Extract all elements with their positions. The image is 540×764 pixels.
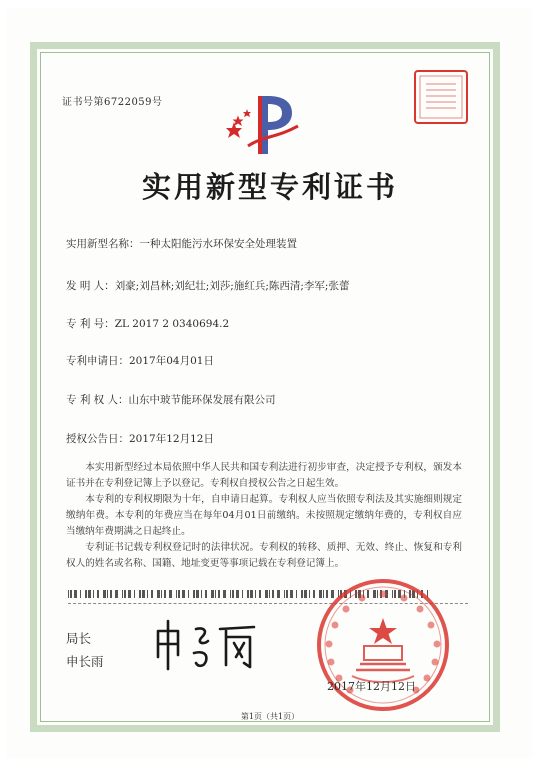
utility-model-name — [66, 236, 297, 251]
body-paragraph: 专利证书记载专利权登记时的法律状况。专利权的转移、质押、无效、终止、恢复和专利权人的姓名或名称、国籍、地址变更等事项记载在专利登记簿上。 — [66, 542, 462, 569]
field-label: 发 明 人： — [66, 280, 115, 292]
field-label: 专 利 号： — [66, 318, 115, 330]
field-label: 专 利 权 人： — [66, 394, 129, 406]
page-number: 第1页（共1页） — [240, 712, 300, 721]
small-seal-stamp — [412, 68, 470, 126]
patentee — [66, 392, 276, 407]
certificate-body — [66, 460, 462, 572]
field-label: 授权公告日： — [66, 433, 129, 445]
body-paragraph: 本专利的专利权期限为十年，自申请日起算。专利权人应当依照专利法及其实施细则规定缴纳年费。本专利的年费应当在每年04月01日前缴纳。未按照规定缴纳年费的，专利权自应当缴纳年费期满之日起终止。 — [66, 494, 462, 537]
seal-date: 2017年12月12日 — [327, 680, 416, 693]
field-label: 实用新型名称： — [66, 238, 140, 250]
body-paragraph: 本实用新型经过本局依照中华人民共和国专利法进行初步审查，决定授予专利权，颁发本证书并在专利登记簿上予以登记。专利权自授权公告之日起生效。 — [66, 462, 462, 489]
certificate-number: 证书号第6722059号 — [62, 97, 163, 108]
field-value: 一种太阳能污水环保安全处理装置 — [139, 238, 297, 250]
field-value: 刘豪;刘昌林;刘纪壮;刘莎;施红兵;陈西清;李军;张蕾 — [114, 280, 350, 292]
inventors — [66, 278, 349, 293]
patent-number — [66, 316, 229, 331]
grant-announcement-date — [66, 431, 214, 446]
field-value: ZL 2017 2 0340694.2 — [114, 318, 230, 330]
field-label: 专利申请日： — [66, 355, 129, 367]
field-value: 2017年04月01日 — [129, 355, 214, 367]
director-signature — [146, 617, 264, 673]
director-name: 申长雨 — [66, 654, 104, 669]
field-value: 2017年12月12日 — [129, 433, 214, 445]
patent-office-emblem — [218, 86, 310, 156]
director-title: 局长 — [66, 631, 92, 646]
field-value: 山东中玻节能环保发展有限公司 — [128, 394, 276, 406]
certificate-title: 实用新型专利证书 — [141, 170, 398, 204]
application-date — [66, 353, 214, 368]
